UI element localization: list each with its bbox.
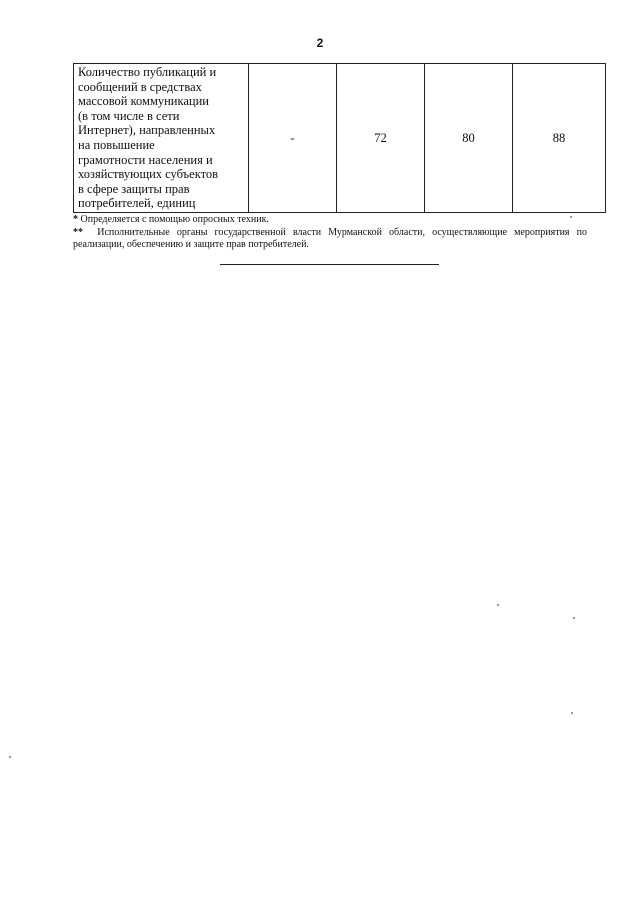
page-number: 2 (316, 36, 324, 50)
indicator-table (73, 63, 606, 213)
scan-speck (497, 604, 499, 606)
footnote (73, 227, 587, 252)
scan-speck (571, 712, 573, 714)
indicator-line: потребителей, единиц (78, 196, 196, 211)
indicator-line: хозяйствующих субъектов (78, 167, 219, 182)
value-cell: - (249, 64, 337, 213)
indicator-line: Количество публикаций и (78, 65, 217, 79)
indicator-line: сообщений в средствах (78, 79, 202, 94)
table-row (74, 64, 606, 213)
indicator-line: грамотности населения и (78, 152, 213, 167)
footnotes (73, 214, 587, 252)
value-cell: 72 (337, 64, 425, 213)
value-cell: 88 (513, 64, 606, 213)
footnote-text: Определяется с помощью опросных техник. (80, 214, 269, 225)
indicator-name-cell (74, 64, 249, 213)
indicator-line: на повышение (78, 137, 155, 152)
footnote-mark: ** (73, 226, 83, 238)
end-separator-line (220, 264, 439, 265)
indicator-line: Интернет), направленных (78, 123, 216, 138)
scan-speck (9, 756, 11, 758)
scan-speck (573, 617, 575, 619)
scan-speck (570, 216, 572, 218)
indicator-line: массовой коммуникации (78, 94, 209, 109)
footnote (73, 214, 587, 227)
footnote-text: Исполнительные органы государственной власти Мурманской области, осуществляющие мероприятия по реализации, обеспечению и защите прав потребителей. (73, 226, 587, 250)
indicator-line: (в том числе в сети (78, 108, 180, 123)
footnote-mark: * (73, 214, 78, 225)
value-cell: 80 (425, 64, 513, 213)
indicator-line: в сфере защиты прав (78, 181, 190, 196)
